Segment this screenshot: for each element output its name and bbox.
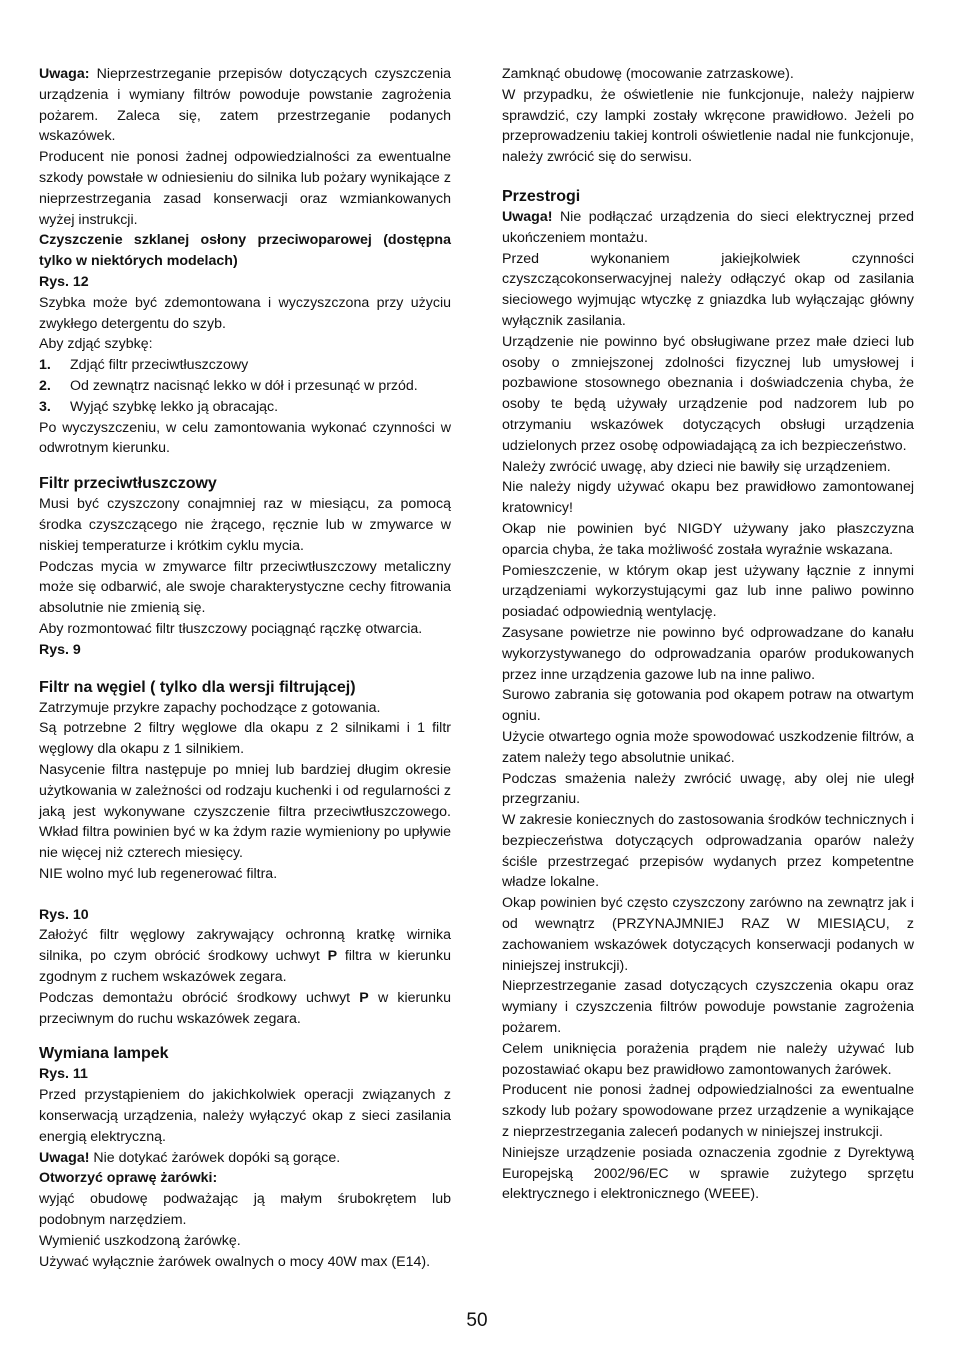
carbon-paragraph-3: Nasycenie filtra następuje po mniej lub bardziej długim okresie użytkowania w zależności od rodzaju kuchenki i od regularności z jaką jest wykonywane czyszczenie filtra przeciwtłuszczowego. Wkład filtra powinien być w ka żdym razie wymieniony po upływie nie więcej niż czterech miesięcy. (39, 761, 451, 862)
step-number: 1. (39, 357, 51, 374)
warning-paragraph: Okap nie powinien być NIGDY używany jako płaszczyzna oparcia chyba, że taka możliwość została wyraźnie wskazana. (502, 520, 914, 558)
text-run: filtra w kierunku zgodnym z ruchem wskazówek zegara. (39, 948, 451, 986)
left-column (39, 64, 451, 1272)
glass-reassembly: Po wyczyszczeniu, w celu zamontowania wykonać czynności w odwrotnym kierunku. (39, 419, 451, 457)
warning-paragraph: Należy zwrócić uwagę, aby dzieci nie bawiły się urządzeniem. (502, 458, 891, 475)
warning-paragraph: Surowo zabrania się gotowania pod okapem potraw na otwartym ogniu. (502, 687, 914, 725)
grease-paragraph-2: Podczas mycia w zmywarce filtr przeciwtłuszczowy metaliczny może się odbarwić, ale swoje charakterystyczne cechy fitrowania absolutnie nie zmienią się. (39, 558, 451, 617)
grease-filter-heading: Filtr przeciwtłuszczowy (39, 475, 217, 493)
lamp-paragraph-1: Przed przystąpieniem do jakichkolwiek operacji związanych z konserwacją urządzenia, należy wyłączyć okap z sieci zasilania energią elektryczną. (39, 1087, 451, 1145)
spacer (39, 885, 451, 905)
lamp-paragraph-2 (39, 1148, 451, 1169)
warning-text: Nie podłączać urządzenia do sieci elektrycznej przed ukończeniem montażu. (502, 208, 914, 246)
right-column (502, 64, 914, 1205)
warning-paragraph: Przed wykonaniem jakiejkolwiek czynności czyszczącokonserwacyjnej należy odłączyć okap od zasilania sieciowego wyjmując wtyczkę z gniazdka lub wyłączając główny wyłącznik zasilania. (502, 250, 914, 329)
warning-paragraph: Użycie otwartego ognia może spowodować uszkodzenie filtrów, a zatem należy tego absolutnie unikać. (502, 728, 914, 766)
list-item (39, 376, 451, 397)
handle-label: P (359, 989, 369, 1006)
lamp-troubleshoot-paragraph: W przypadku, że oświetlenie nie funkcjonuje, należy najpierw sprawdzić, czy lampki zostały wkręcone prawidłowo. Jeżeli po przeprowadzeniu takiej kontroli oświetlenie nadal nie funkcjonuje, należy zwrócić się do serwisu. (502, 86, 914, 166)
warning-paragraph: W zakresie koniecznych do zastosowania środków technicznych i bezpieczeństwa dotyczących odprowadzania oparów należy ściśle przestrzegać przepisów wydanych przez kompetentne władze lokalne. (502, 812, 914, 891)
warnings-list (502, 249, 914, 1206)
warning-paragraph: Okap powinien być często czyszczony zarówno na zewnątrz jak i od wewnątrz (PRZYNAJMNIEJ RAZ W MIESIĄCU, z zachowaniem wskazówek dotyczących konserwacji podanych w niniejszej instrukcji). (502, 895, 914, 974)
list-item (39, 397, 451, 418)
warning-paragraph: Nie należy nigdy używać okapu bez prawidłowo zamontowanej kratownicy! (502, 479, 914, 517)
lamp-figure-ref: Rys. 11 (39, 1066, 88, 1083)
carbon-figure-ref: Rys. 10 (39, 906, 89, 923)
warning-paragraph: Celem uniknięcia porażenia prądem nie należy używać lub pozostawiać okapu bez prawidłowo zamontowanych żarówek. (502, 1040, 914, 1078)
glass-heading: Czyszczenie szklanej osłony przeciwoparowej (dostępna tylko w niektórych modelach) (39, 232, 451, 270)
step-text: Wyjąć szybkę lekko ją obracając. (70, 398, 279, 415)
step-number: 3. (39, 398, 51, 415)
carbon-paragraph-4: NIE wolno myć lub regenerować filtra. (39, 865, 278, 882)
warning-paragraph: Producent nie ponosi żadnej odpowiedzialności za ewentualne szkody lub pożary spowodowane przez urządzenie a wynikające z nieprzestrzegania zaleceń podanych w niniejszej instrukcji. (502, 1082, 914, 1141)
text-run: w kierunku przeciwnym do ruchu wskazówek zegara. (39, 989, 451, 1027)
lamp-heading: Wymiana lampek (39, 1045, 169, 1063)
warning-paragraph: Nieprzestrzeganie zasad dotyczących czyszczenia okapu oraz wymiany i czyszczenia filtrów powoduje powstanie zagrożenia pożarem. (502, 978, 914, 1037)
carbon-paragraph-6 (39, 988, 451, 1030)
warning-text: Nie dotykać żarówek dopóki są gorące. (89, 1149, 341, 1166)
lamp-paragraph-4: Wymienić uszkodzoną żarówkę. (39, 1232, 241, 1249)
warning-paragraph: Podczas smażenia należy zwrócić uwagę, aby olej nie uległ przegrzaniu. (502, 770, 914, 808)
warnings-heading: Przestrogi (502, 187, 581, 205)
grease-paragraph-1: Musi być czyszczony conajmniej raz w miesiącu, za pomocą środka czyszczącego nie żrącego, ręcznie lub w zmywarce w niskiej temperaturze i krótkim cyklu mycia. (39, 496, 451, 554)
glass-steps-list (39, 355, 451, 417)
warning-text: Nieprzestrzeganie przepisów dotyczących czyszczenia urządzenia i wymiany filtrów powoduje powstanie zagrożenia pożarem. Zaleca się, zatem przestrzeganie podanych wskazówek. (39, 66, 451, 145)
lamp-close-paragraph: Zamknąć obudowę (mocowanie zatrzaskowe). (502, 66, 794, 82)
warning-paragraph: Pomieszczenie, w którym okap jest używany łącznie z innymi urządzeniami wykorzystującymi gaz lub inne paliwo powinno posiadać odpowiednią wentylację. (502, 562, 914, 621)
warning-paragraph: Urządzenie nie powinno być obsługiwane przez małe dzieci lub osoby o zmniejszonej zdolności fizycznej lub umysłowej i pozbawione stosownego obeznania i doświadczenia chyba, że osoby te będą używały urządzenie pod nadzorem lub po otrzymaniu wskazówek dotyczących obsługi urządzenia udzielonych przez osobę odpowiadającą za ich bezpieczeństwo. (502, 333, 914, 454)
page-number: 50 (466, 1310, 488, 1331)
text-run: Założyć filtr węglowy zakrywający ochronną kratkę wirnika silnika, po czym obrócić środkowy uchwyt (39, 927, 451, 965)
lamp-paragraph-5: Używać wyłącznie żarówek owalnych o mocy 40W max (E14). (39, 1253, 431, 1270)
warning-paragraph: Zasysane powietrze nie powinno być odprowadzane do kanału wykorzystywanego do odprowadzania oparów produkowanych przez inne urządzenia gazowe lub na inne paliwo. (502, 624, 914, 683)
warnings-first-paragraph (502, 207, 914, 249)
step-text: Zdjąć filtr przeciwtłuszczowy (70, 357, 249, 374)
text-run: Podczas demontażu obrócić środkowy uchwyt (39, 989, 360, 1006)
handle-label: P (327, 948, 338, 965)
warning-label: Uwaga! (39, 1149, 90, 1166)
liability-paragraph: Producent nie ponosi żadnej odpowiedzialności za ewentualne szkody powstałe w odniesieniu do silnika lub pożary wynikające z nieprzestrzegania zasad konserwacji oraz wzmiankowanych wyżej instrukcji. (39, 149, 451, 228)
warning-label: Uwaga: (39, 66, 90, 82)
grease-figure-ref: Rys. 9 (39, 641, 81, 658)
step-number: 2. (39, 377, 51, 394)
step-text: Od zewnątrz nacisnąć lekko w dół i przesunąć w przód. (70, 377, 418, 394)
warning-label: Uwaga! (502, 208, 553, 225)
warning-paragraph (39, 64, 451, 147)
carbon-paragraph-1: Zatrzymuje przykre zapachy pochodzące z gotowania. (39, 699, 381, 716)
warning-paragraph: Niniejsze urządzenie posiada oznaczenia zgodnie z Dyrektywą Europejską 2002/96/EC w sprawie zużytego sprzętu elektrycznego i elektronicznego (WEEE). (502, 1144, 914, 1203)
lamp-open-label: Otworzyć oprawę żarówki: (39, 1170, 218, 1187)
glass-intro: Aby zdjąć szybkę: (39, 336, 153, 353)
lamp-paragraph-3: wyjąć obudowę podważając ją małym śrubokrętem lub podobnym narzędziem. (39, 1191, 451, 1229)
carbon-paragraph-5 (39, 925, 451, 987)
glass-paragraph: Szybka może być zdemontowana i wyczyszczona przy użyciu zwykłego detergentu do szyb. (39, 294, 451, 332)
glass-figure-ref: Rys. 12 (39, 273, 89, 290)
grease-paragraph-3: Aby rozmontować filtr tłuszczowy pociągnąć rączkę otwarcia. (39, 620, 423, 637)
list-item (39, 355, 451, 376)
carbon-paragraph-2: Są potrzebne 2 filtry węglowe dla okapu z 2 silnikami i 1 filtr węglowy dla okapu z 1 silnikiem. (39, 720, 451, 758)
carbon-filter-heading: Filtr na węgiel ( tylko dla wersji filtrującej) (39, 678, 356, 696)
